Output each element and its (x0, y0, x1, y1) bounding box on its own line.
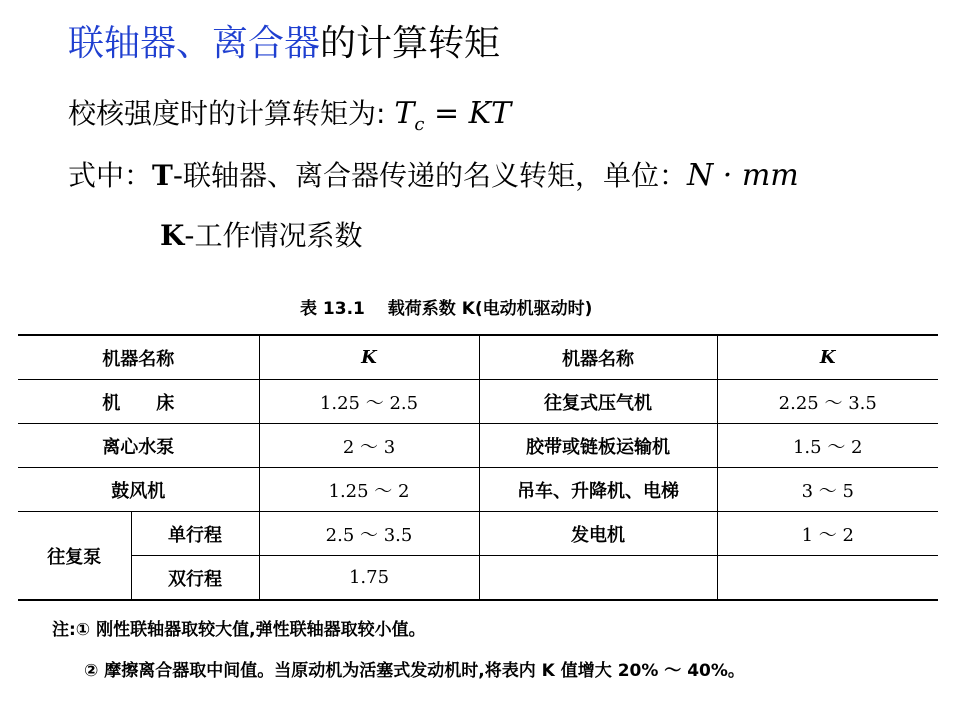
k-value-cell (717, 556, 938, 601)
where-line (68, 154, 799, 198)
machine-cell: 胶带或链板运输机 (479, 424, 717, 468)
header-k-2: K (717, 335, 938, 380)
k-value-cell: 1.25 ～ 2.5 (259, 380, 479, 424)
title-rest: 的计算转矩 (320, 23, 501, 64)
where-unit: N · mm (686, 158, 799, 193)
header-machine-1: 机器名称 (18, 335, 259, 380)
table-caption: 表 13.1 载荷系数 K(电动机驱动时) (300, 299, 593, 319)
table-row (18, 468, 938, 512)
machine-cell: 往复式压气机 (479, 380, 717, 424)
page-title (68, 18, 500, 70)
k-value-cell: 1.75 (259, 556, 479, 601)
table-row (18, 424, 938, 468)
header-k-1: K (259, 335, 479, 380)
k-symbol: K (160, 219, 185, 252)
k-value-cell: 1 ～ 2 (717, 512, 938, 556)
table-row (18, 556, 938, 601)
k-value-cell: 2.5 ～ 3.5 (259, 512, 479, 556)
where-symbol: T (152, 159, 173, 192)
formula-equals: = (424, 96, 469, 131)
formula-expression (394, 96, 512, 135)
k-value-cell: 1.5 ～ 2 (717, 424, 938, 468)
pump-sub-cell: 双行程 (131, 556, 259, 601)
formula-line (68, 94, 511, 145)
formula-text: 校核强度时的计算转矩为: (68, 97, 386, 130)
note-1: 注:① 刚性联轴器取较大值,弹性联轴器取较小值。 (52, 620, 426, 640)
machine-cell: 机 床 (18, 380, 259, 424)
machine-cell: 吊车、升降机、电梯 (479, 468, 717, 512)
k-value-cell: 2 ～ 3 (259, 424, 479, 468)
k-line (160, 214, 362, 258)
table-row (18, 512, 938, 556)
formula-lhs-sub: c (414, 114, 425, 135)
k-value-cell: 1.25 ～ 2 (259, 468, 479, 512)
load-factor-table (18, 334, 938, 601)
where-text: -联轴器、离合器传递的名义转矩，单位： (172, 159, 687, 192)
k-text: -工作情况系数 (184, 219, 363, 252)
pump-group-cell: 往复泵 (18, 512, 131, 601)
pump-sub-cell: 单行程 (131, 512, 259, 556)
table-header-row (18, 335, 938, 380)
formula-lhs: T (394, 96, 415, 131)
formula-rhs: KT (468, 96, 512, 131)
machine-cell: 发电机 (479, 512, 717, 556)
machine-cell (479, 556, 717, 601)
title-highlight: 联轴器、离合器 (68, 23, 321, 64)
header-machine-2: 机器名称 (479, 335, 717, 380)
machine-cell: 鼓风机 (18, 468, 259, 512)
k-value-cell: 2.25 ～ 3.5 (717, 380, 938, 424)
note-2: ② 摩擦离合器取中间值。当原动机为活塞式发动机时,将表内 K 值增大 20% ～ 40%。 (84, 661, 745, 681)
machine-cell: 离心水泵 (18, 424, 259, 468)
k-value-cell: 3 ～ 5 (717, 468, 938, 512)
table-row (18, 380, 938, 424)
where-prefix: 式中： (68, 159, 153, 192)
